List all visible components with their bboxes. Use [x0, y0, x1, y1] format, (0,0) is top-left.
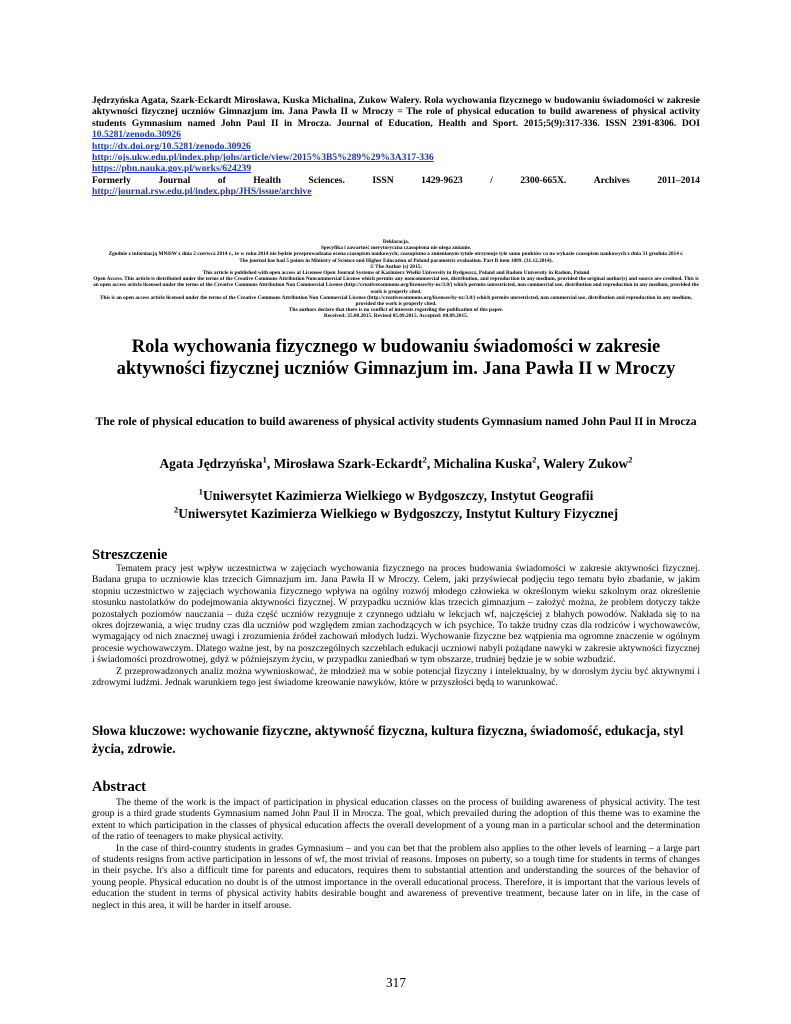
title-polish: Rola wychowania fizycznego w budowaniu świadomości w zakresie aktywności fizycznej uczniów Gimnazjum im. Jana Pawła II w Mroczy	[116, 337, 676, 379]
author-affiliation-mark: 1	[262, 454, 267, 465]
author-name: Michalina Kuska	[433, 456, 533, 471]
author-affiliation-mark: 2	[532, 454, 537, 465]
declaration-line: Zgodnie z informacją MNiSW z dnia 2 czerwca 2014 r., że w roku 2014 nie będzie przeprowadzana ocena czasopism naukowych; czasopismo o zmienionym tytule otrzymuje tyle samo punktów co na wykazie czasopism naukowych z dnia 31 grudnia 2014 r.	[108, 251, 684, 258]
affiliation	[92, 487, 700, 505]
declaration-block	[92, 239, 700, 320]
declaration-line: © The Author (s) 2015;	[369, 263, 423, 270]
doi-link[interactable]: 10.5281/zenodo.30926	[92, 129, 182, 141]
archive-word: Archives	[593, 174, 630, 186]
keywords: Słowa kluczowe: wychowanie fizyczne, aktywność fizyczna, kultura fizyczna, świadomość, edukacja, styl życia, zdrowie.	[92, 723, 684, 756]
archive-word: 2011–2014	[657, 174, 700, 186]
author-affiliation-mark: 2	[628, 454, 633, 465]
archive-word: Sciences.	[308, 174, 345, 186]
declaration-line: This is an open access article licensed under the terms of the Creative Commons Attribution Non Commercial License (http://creativecommons.org/licenses/by-nc/3.0/) which permits unrestricted, non commercial use, distribution and reproduction in any medium, provided the work is properly cited.	[100, 294, 692, 308]
pbn-link[interactable]: https://pbn.nauka.gov.pl/works/624239	[92, 163, 252, 175]
declaration-line: Deklaracja.	[382, 239, 410, 245]
archive-link[interactable]: http://journal.rsw.edu.pl/index.php/JHS/issue/archive	[92, 186, 312, 198]
abstract-heading: Abstract	[92, 779, 146, 795]
streszczenie-paragraph: Z przeprowadzonych analiz można wywnioskować, że młodzież ma w sobie potencjał fizyczny i intelektualny, by w dorosłym życiu być aktywnymi i zdrowymi ludźmi. Jednak warunkiem tego jest świadome kreowanie nawyków, które w przyszłości będą to warunkować.	[92, 665, 700, 689]
declaration-line: The journal has had 5 points in Ministry of Science and Higher Education of Poland parametric evaluation. Part B item 1089. (31.12.2014).	[239, 257, 553, 264]
streszczenie-heading: Streszczenie	[92, 547, 168, 563]
declaration-line: Specyfika i zawartość merytoryczna czasopisma nie ulega zmianie.	[320, 245, 472, 252]
title-english: The role of physical education to build awareness of physical activity students Gymnasium named John Paul II in Mrocza	[95, 415, 697, 428]
author-name: Mirosława Szark-Eckardt	[273, 456, 423, 471]
affiliation-number: 2	[173, 504, 179, 515]
archive-line	[92, 175, 700, 186]
declaration-line: Open Access. This article is distributed under the terms of the Creative Commons Attribution Noncommercial License which permits any noncommercial use, distribution, and reproduction in any medium, provided the original author(s) and source are credited. This is an open access article licensed under the terms of the Creative Commons Attribution Non Commercial License (http://creativecommons.org/licenses/by-nc/3.0/) which permits unrestricted, non commercial use, distribution and reproduction in any medium, provided the work is properly cited.	[93, 276, 699, 295]
streszczenie-paragraph: Tematem pracy jest wpływ uczestnictwa w zajęciach wychowania fizycznego na proces budowania świadomości w zakresie aktywności fizycznej. Badana grupa to uczniowie klas trzecich Gimnazjum im. Jana Pawła II w Mroczy. Celem, jaki przyświecał podjęciu tego tematu było zbadanie, w jakim stopniu uczestnictwo w zajęciach wychowania fizycznego wpływa na ogólny rozwój młodego człowieka w określonym wieku szkolnym oraz określenie stosunku nastolatków do podejmowania aktywności fizycznej. W przypadku uczniów klas trzecich gimnazjum – założyć można, że problem dotyczy także pozostałych poziomów nauczania – duża część uczniów rezygnuje z czynnego udziału w lekcjach wf, najczęściej z błahych powodów. Nakłada się to na okres dojrzewania, a więc trudny czas dla uczniów pod względem zmian zachodzących w ich psychice. To także trudny czas dla rodziców i wychowawców, wymagający od nich znacznej uwagi i zrozumienia źródeł zachowań młodych ludzi. Wychowanie fizyczne bez wątpienia ma ogromne znaczenie w ogólnym procesie wychowawczym. Dlatego ważne jest, by na poszczególnych szczeblach edukacji uczniowi nabyli pożądane nawyki w zakresie aktywności fizycznej i świadomości prozdrowotnej, gdyż w późniejszym życiu, w przypadku zaniedbań w tym obszarze, trudniej będzie je w sobie wzbudzić.	[92, 563, 700, 666]
ojs-link[interactable]: http://ojs.ukw.edu.pl/index.php/johs/article/view/2015%3B5%289%29%3A317-336	[92, 152, 434, 164]
citation-block	[92, 95, 700, 198]
dx-doi-link[interactable]: http://dx.doi.org/10.5281/zenodo.30926	[92, 140, 251, 152]
archive-word: Formerly	[92, 174, 131, 186]
archive-word: ISSN	[372, 174, 394, 186]
author-list: Agata Jędrzyńska$^1$, Mirosława Szark-Eckardt$^2$, Michalina Kuska$^2$, Walery Zukow$^2$	[159, 454, 633, 471]
abstract-paragraph: In the case of third-country students in grades Gymnasium – and you can bet that the problem also applies to the other levels of learning – a large part of students resigns from active participation in lessons of wf, the most trivial of reasons. Imposes on puberty, so a tough time for students in terms of changes in their psyche. It's also a difficult time for parents and educators, requires them to substantial attention and understanding the sources of the behavior of young people. Physical education no doubt is of the utmost importance in the overall educational process. Therefore, it is important that the various levels of education the student in terms of physical activity habits desirable bought and awareness of preventive treatment, because later on in life, in the case of neglect in this area, it will be harder in itself arouse.	[92, 842, 700, 911]
archive-word: of	[217, 174, 226, 186]
abstract-paragraph: The theme of the work is the impact of participation in physical education classes on the process of building awareness of physical activity. The test group is a third grade students Gymnasium named John Paul II in Mrocza. The goal, which prevailed during the adoption of this theme was to examine the extent to which participation in the classes of physical education affects the overall development of a young man in a particular school and the determination of the ratio of teenagers to make physical activity.	[92, 797, 700, 843]
affiliation-text: Uniwersytet Kazimierza Wielkiego w Bydgoszczy, Instytut Geografii	[202, 488, 594, 503]
archive-word: Health	[253, 174, 281, 186]
affiliation-text: Uniwersytet Kazimierza Wielkiego w Bydgoszczy, Instytut Kultury Fizycznej	[178, 506, 619, 521]
streszczenie-body	[92, 563, 700, 688]
archive-word: Journal	[158, 174, 191, 186]
affiliation	[92, 505, 700, 523]
author-name: Walery Zukow	[542, 456, 629, 471]
declaration-line: This article is published with open access at Licensee Open Journal Systems of Kazimierz Wielki University in Bydgoszcz, Poland and Radom University in Radom, Poland	[202, 270, 590, 277]
declaration-line: The authors declare that there is no conflict of interests regarding the publication of this paper.	[288, 307, 504, 314]
abstract-body	[92, 797, 700, 911]
page-number: 317	[386, 975, 406, 990]
archive-word: /	[490, 174, 493, 186]
affiliation-list	[92, 487, 700, 523]
author-name: Agata Jędrzyńska	[159, 456, 263, 471]
author-affiliation-mark: 2	[422, 454, 427, 465]
archive-word: 2300-665X.	[520, 174, 567, 186]
citation-text: Jędrzyńska Agata, Szark-Eckardt Mirosława, Kuska Michalina, Zukow Walery. Rola wychowania fizycznego w budowaniu świadomości w zakresie aktywności fizycznej uczniów Gimnazjum im. Jana Pawła II w Mroczy = The role of physical education to build awareness of physical activity students Gymnasium named John Paul II in Mrocza. Journal of Education, Health and Sport. 2015;5(9):317-336. ISSN 2391-8306. DOI	[92, 95, 700, 129]
archive-word: 1429-9623	[421, 174, 463, 186]
declaration-line: Received: 25.08.2015. Revised 05.09.2015. Accepted: 08.09.2015.	[323, 313, 469, 320]
affiliation-number: 1	[198, 486, 203, 497]
